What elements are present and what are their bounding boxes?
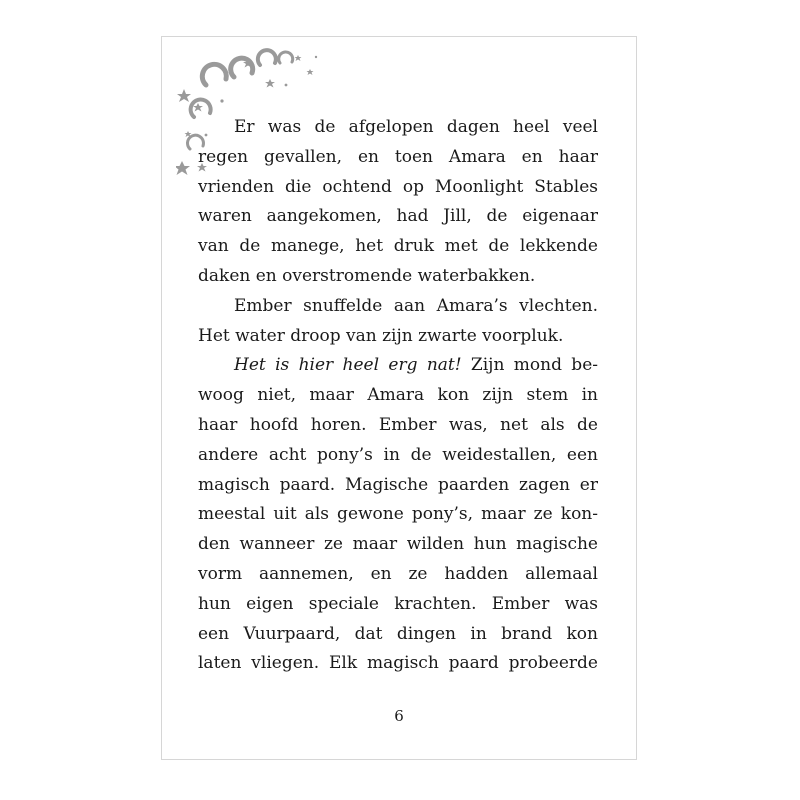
text-line: haar hoofd horen. Ember was, net als de xyxy=(198,414,598,435)
text-line: Er was de afgelopen dagen heel veel xyxy=(234,117,598,137)
text-line: een Vuurpaard, dat dingen in brand kon xyxy=(198,623,598,644)
text-line: regen gevallen, en toen Amara en haar xyxy=(198,146,598,167)
text-line: vrienden die ochtend op Moonlight Stables xyxy=(198,176,598,197)
italic-thought: Het is hier heel erg nat! xyxy=(234,355,462,376)
text-line: Ember snuffelde aan Amara’s vlechten. xyxy=(234,295,598,316)
book-page xyxy=(161,36,637,760)
text-line: hun eigen speciale krachten. Ember was xyxy=(198,593,598,614)
body-text xyxy=(198,113,598,679)
text-line: van de manege, het druk met de lekkende xyxy=(198,236,598,257)
text-line-with-italic xyxy=(198,351,598,381)
text-line: den wanneer ze maar wilden hun magische xyxy=(198,534,598,555)
text-fragment: Zijn mond be- xyxy=(461,355,598,376)
text-line: andere acht pony’s in de weidestallen, een xyxy=(198,444,598,465)
text-line: laten vliegen. Elk magisch paard probeerde xyxy=(198,653,598,674)
text-line: daken en overstromende waterbakken. xyxy=(198,265,536,286)
text-line: vorm aannemen, en ze hadden allemaal xyxy=(198,563,598,584)
page-number: 6 xyxy=(394,707,404,725)
text-line: waren aangekomen, had Jill, de eigenaar xyxy=(198,206,598,227)
text-line: Het water droop van zijn zwarte voorpluk. xyxy=(198,325,564,346)
text-line: magisch paard. Magische paarden zagen er xyxy=(198,474,598,495)
text-line: meestal uit als gewone pony’s, maar ze kon- xyxy=(198,504,598,525)
text-line: woog niet, maar Amara kon zijn stem in xyxy=(198,385,598,406)
